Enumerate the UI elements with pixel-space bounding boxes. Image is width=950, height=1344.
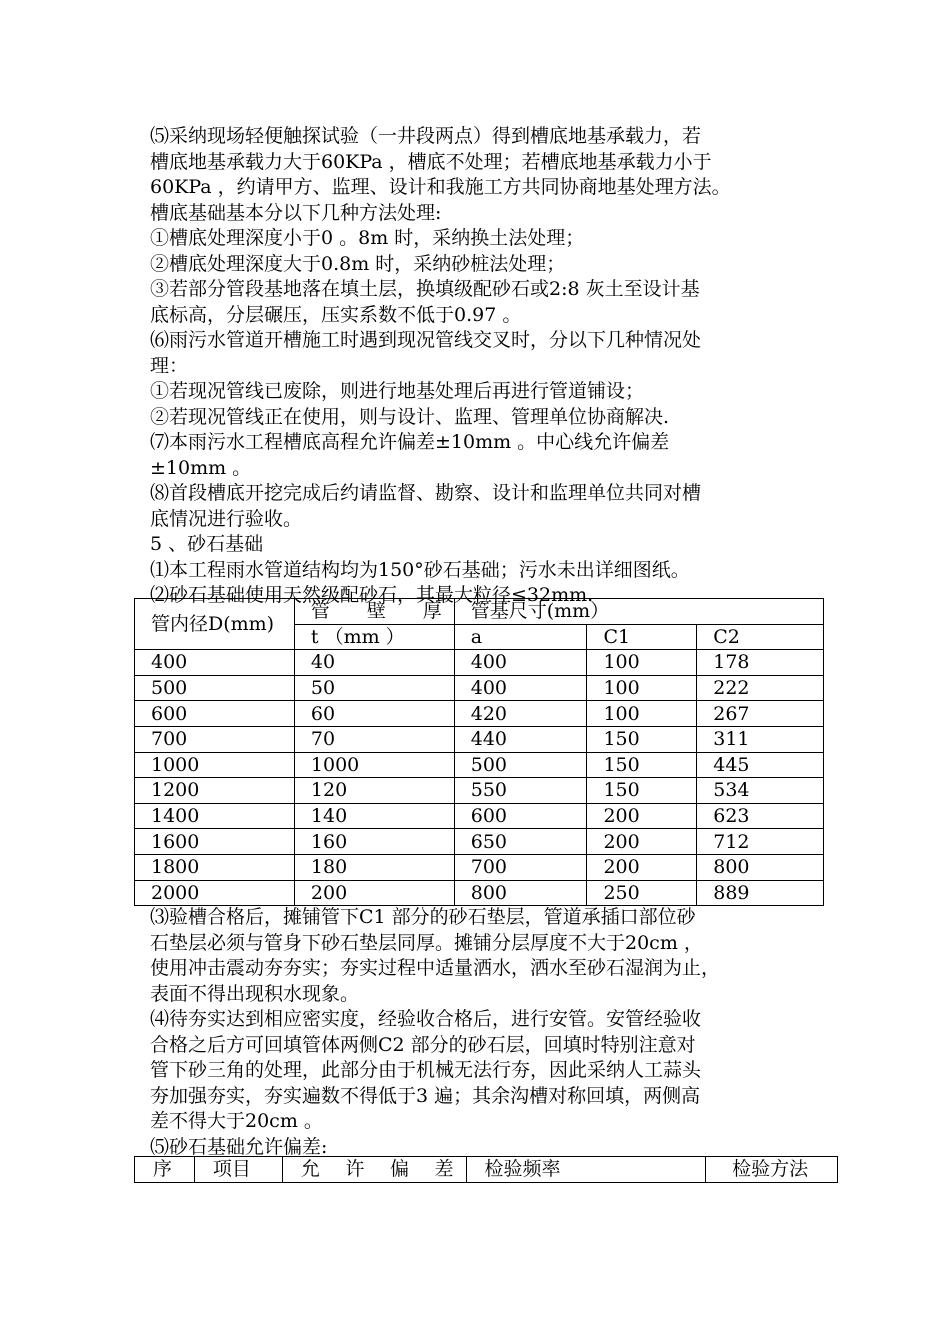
- cell-c1: 150: [587, 778, 697, 804]
- header-tolerance: 允 许 偏 差: [282, 1157, 466, 1183]
- paragraph-line: ③若部分管段基地落在填土层，换填级配砂石或2:8 灰土至设计基: [150, 278, 700, 300]
- cell-c2: 889: [697, 880, 824, 906]
- cell-a: 650: [454, 829, 587, 855]
- table-row: [135, 880, 824, 906]
- cell-diameter: 400: [135, 650, 295, 676]
- paragraph-line: ⑺本雨污水工程槽底高程允许偏差±10mm 。中心线允许偏差: [150, 431, 670, 453]
- cell-a: 440: [454, 726, 587, 752]
- cell-c2: 800: [697, 854, 824, 880]
- table-row: [135, 726, 824, 752]
- cell-a: 400: [454, 675, 587, 701]
- table-row: [135, 650, 824, 676]
- header-wall-thickness: 管 壁 厚: [294, 599, 454, 625]
- cell-c2: 534: [697, 778, 824, 804]
- section-heading: 5 、砂石基础: [150, 533, 264, 555]
- cell-diameter: 1400: [135, 803, 295, 829]
- cell-wall: 120: [294, 778, 454, 804]
- cell-wall: 70: [294, 726, 454, 752]
- cell-diameter: 1000: [135, 752, 295, 778]
- sand-gravel-tolerance-table: [134, 1156, 838, 1183]
- cell-c1: 200: [587, 803, 697, 829]
- paragraph-line: 石垫层必须与管身下砂石垫层同厚。摊铺分层厚度不大于20cm ，: [150, 931, 703, 954]
- cell-wall: 200: [294, 880, 454, 906]
- paragraph-line: ①槽底处理深度小于0 。8m 时，采纳换土法处理；: [150, 227, 585, 249]
- cell-a: 400: [454, 650, 587, 676]
- paragraph-line: ②槽底处理深度大于0.8m 时，采纳砂桩法处理；: [150, 252, 566, 275]
- header-base-size: 管基尺寸(mm）: [454, 599, 823, 625]
- cell-diameter: 500: [135, 675, 295, 701]
- table-row: [135, 752, 824, 778]
- paragraph-line: 差不得大于20cm 。: [150, 1110, 323, 1132]
- header-method: 检验方法: [706, 1157, 838, 1183]
- cell-diameter: 2000: [135, 880, 295, 906]
- header-item: 项目: [194, 1157, 282, 1183]
- cell-diameter: 1600: [135, 829, 295, 855]
- cell-c2: 311: [697, 726, 824, 752]
- cell-wall: 140: [294, 803, 454, 829]
- paragraph-line: ②若现况管线正在使用，则与设计、监理、管理单位协商解决.: [150, 405, 670, 428]
- paragraph-line: 槽底基础基本分以下几种方法处理:: [150, 201, 442, 224]
- cell-wall: 60: [294, 701, 454, 727]
- paragraph-line: ⑶验槽合格后，摊铺管下C1 部分的砂石垫层，管道承插口部位砂: [150, 906, 696, 928]
- cell-diameter: 1800: [135, 854, 295, 880]
- paragraph-line: 底情况进行验收。: [150, 507, 303, 530]
- cell-c1: 200: [587, 854, 697, 880]
- body-text-top: [150, 124, 810, 609]
- cell-wall: 40: [294, 650, 454, 676]
- body-text-bottom: [150, 905, 810, 1160]
- cell-c1: 150: [587, 726, 697, 752]
- header-no: 序: [135, 1157, 195, 1183]
- cell-diameter: 700: [135, 726, 295, 752]
- cell-c2: 623: [697, 803, 824, 829]
- paragraph-line: 表面不得出现积水现象。: [150, 982, 360, 1005]
- table-row: [135, 854, 824, 880]
- table-row: [135, 675, 824, 701]
- paragraph-line: ±10mm 。: [150, 456, 252, 479]
- header-c2: C2: [697, 624, 824, 650]
- table-row: [135, 701, 824, 727]
- cell-a: 800: [454, 880, 587, 906]
- cell-c1: 100: [587, 701, 697, 727]
- cell-a: 700: [454, 854, 587, 880]
- paragraph-line: 使用冲击震动夯夯实；夯实过程中适量洒水，洒水至砂石湿润为止，: [150, 957, 721, 979]
- paragraph-line: ⑻首段槽底开挖完成后约请监督、勘察、设计和监理单位共同对槽: [150, 482, 702, 504]
- cell-c2: 222: [697, 675, 824, 701]
- cell-diameter: 600: [135, 701, 295, 727]
- cell-c2: 267: [697, 701, 824, 727]
- header-a: a: [454, 624, 587, 650]
- header-frequency: 检验频率: [466, 1157, 706, 1183]
- header-wall-unit: t （mm ）: [294, 624, 454, 650]
- cell-a: 600: [454, 803, 587, 829]
- table-row: [135, 829, 824, 855]
- cell-c1: 200: [587, 829, 697, 855]
- table-header-row: [135, 599, 824, 625]
- cell-a: 420: [454, 701, 587, 727]
- table-header-row: [135, 1157, 838, 1183]
- cell-c2: 178: [697, 650, 824, 676]
- paragraph-line: 槽底地基承载力大于60KPa ，槽底不处理；若槽底地基承载力小于: [150, 150, 712, 173]
- cell-wall: 1000: [294, 752, 454, 778]
- paragraph-line: ⑷待夯实达到相应密实度，经验收合格后，进行安管。安管经验收: [150, 1008, 702, 1030]
- cell-c1: 100: [587, 650, 697, 676]
- paragraph-line: 底标高，分层碾压，压实系数不低于0.97 。: [150, 303, 522, 326]
- paragraph-line: 理：: [150, 354, 189, 377]
- cell-c1: 150: [587, 752, 697, 778]
- paragraph-line: ⑴本工程雨水管道结构均为150°砂石基础；污水未出详细图纸。: [150, 558, 690, 581]
- header-diameter: 管内径D(mm): [135, 599, 295, 650]
- paragraph-line: 60KPa ，约请甲方、监理、设计和我施工方共同协商地基处理方法。: [150, 176, 731, 198]
- pipe-base-dimension-table: [134, 598, 824, 906]
- cell-c1: 250: [587, 880, 697, 906]
- cell-c1: 100: [587, 675, 697, 701]
- paragraph-line: ①若现况管线已废除，则进行地基处理后再进行管道铺设；: [150, 380, 645, 402]
- paragraph-line: ⑸采纳现场轻便触探试验（一井段两点）得到槽底地基承载力，若: [150, 125, 702, 147]
- paragraph-line: 夯加强夯实，夯实遍数不得低于3 遍；其余沟槽对称回填，两侧高: [150, 1084, 701, 1107]
- table-row: [135, 778, 824, 804]
- cell-diameter: 1200: [135, 778, 295, 804]
- cell-c2: 445: [697, 752, 824, 778]
- paragraph-line: ⑸砂石基础允许偏差:: [150, 1135, 328, 1158]
- paragraph-line: 管下砂三角的处理，此部分由于机械无法行夯，因此采纳人工蒜头: [150, 1059, 702, 1081]
- cell-wall: 160: [294, 829, 454, 855]
- cell-wall: 50: [294, 675, 454, 701]
- header-c1: C1: [587, 624, 697, 650]
- paragraph-line: ⑹雨污水管道开槽施工时遇到现况管线交叉时，分以下几种情况处: [150, 329, 702, 351]
- cell-a: 500: [454, 752, 587, 778]
- table-row: [135, 803, 824, 829]
- paragraph-line: 合格之后方可回填管体两侧C2 部分的砂石层，回填时特别注意对: [150, 1033, 696, 1056]
- cell-c2: 712: [697, 829, 824, 855]
- cell-a: 550: [454, 778, 587, 804]
- paragraph-line: ⑵砂石基础使用天然级配砂石，其最大粒径≤32mm.: [150, 584, 594, 606]
- cell-wall: 180: [294, 854, 454, 880]
